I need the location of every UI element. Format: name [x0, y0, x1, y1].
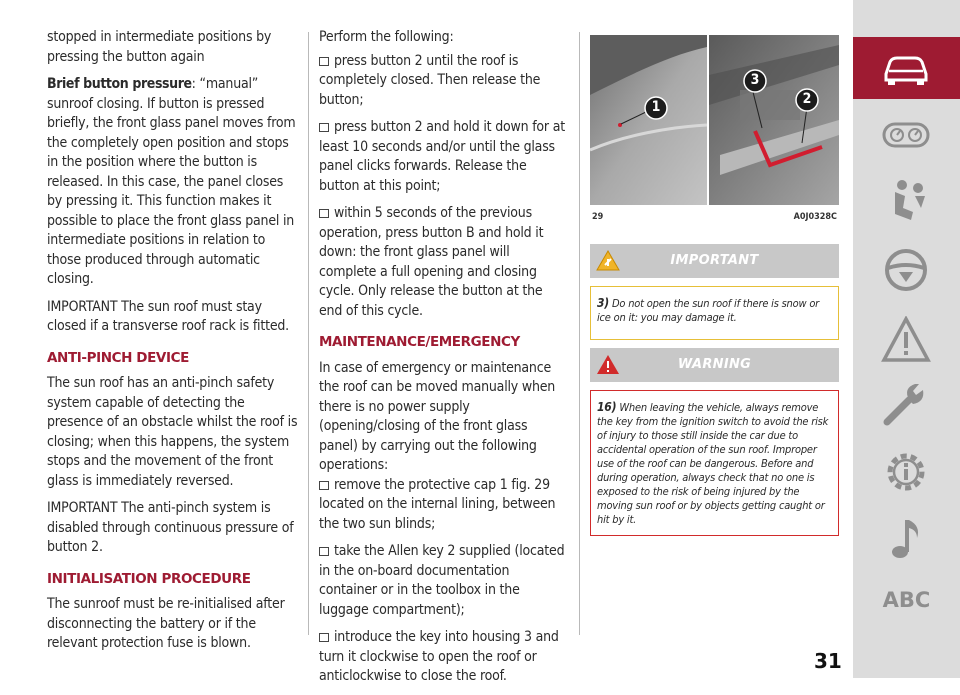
- chapter-sidebar: [853, 0, 960, 678]
- list-item: press button 2 until the roof is completely closed. Then release the button;: [319, 52, 541, 108]
- note-text: Do not open the sun roof if there is snow or ice on it: you may damage it.: [597, 297, 820, 324]
- figure-caption: [590, 212, 839, 222]
- watermark: carmanualsonline.info: [548, 648, 802, 673]
- list-item: introduce the key into housing 3 and turn it clockwise to open the roof or anticlockwise to close the roof.: [319, 629, 559, 684]
- text-column-2: [319, 28, 569, 695]
- list-item: take the Allen key 2 supplied (located in the on-board documentation container or in the toolbox in the luggage compartment);: [319, 543, 565, 618]
- text-column-1: [47, 28, 300, 662]
- important-title: IMPORTANT: [670, 253, 759, 268]
- sunroof-illustration: [590, 35, 839, 205]
- figure-and-notices-column: [590, 35, 839, 536]
- figure-number: 29: [592, 212, 604, 222]
- section-heading-anti-pinch: ANTI-PINCH DEVICE: [47, 349, 189, 366]
- paragraph-text: : “manual” sunroof closing. If button is pressed briefly, the front glass panel moves from the completely open position and stops in the position where the button is released. In this case, the panel closes by pressing it. This function makes it possible to place the front glass panel in intermediate positions in relation to those produced through automatic closing.: [47, 76, 296, 287]
- step-list: [319, 52, 569, 322]
- callout-1: 1: [651, 99, 661, 115]
- paragraph: [47, 75, 300, 290]
- paragraph: In case of emergency or maintenance the roof can be moved manually when there is no power supply (opening/closing of the front glass panel) by carrying out the following operations:: [319, 359, 556, 473]
- sidebar-item-abc[interactable]: ABC: [882, 588, 931, 612]
- seat-safety-icon[interactable]: [881, 178, 931, 226]
- callout-3: 3: [750, 72, 760, 88]
- important-header: [590, 244, 839, 278]
- column-divider: [308, 32, 309, 635]
- note-number: 3): [597, 296, 610, 310]
- warning-header: [590, 348, 839, 382]
- section-heading-initialisation: INITIALISATION PROCEDURE: [47, 570, 251, 587]
- important-note: IMPORTANT The anti-pinch system is disabled through continuous pressure of button 2.: [47, 500, 294, 555]
- sidebar-item-car-active[interactable]: [853, 37, 960, 99]
- page-number: 31: [814, 649, 842, 673]
- checkbox-bullet-icon: [319, 57, 329, 66]
- warning-triangle-icon[interactable]: [881, 316, 931, 364]
- dashboard-icon[interactable]: [881, 110, 931, 158]
- important-note: IMPORTANT The sun roof must stay closed if a transverse roof rack is fitted.: [47, 298, 289, 334]
- warning-title: WARNING: [677, 357, 752, 372]
- callout-2: 2: [802, 91, 812, 107]
- info-gear-icon[interactable]: [881, 448, 931, 496]
- checkbox-bullet-icon: [319, 547, 329, 556]
- checkbox-bullet-icon: [319, 481, 329, 490]
- checkbox-bullet-icon: [319, 633, 329, 642]
- column-divider: [579, 32, 580, 635]
- sunroof-figure: [590, 35, 839, 205]
- section-heading-maintenance: MAINTENANCE/EMERGENCY: [319, 334, 520, 350]
- steering-wheel-icon[interactable]: [881, 246, 931, 294]
- car-icon: [881, 44, 931, 92]
- step-list: [319, 476, 569, 687]
- music-note-icon[interactable]: [881, 514, 931, 562]
- list-item: within 5 seconds of the previous operation, press button B and hold it down: the front glass panel will complete a full opening and closing cycle. Only release the button at the end of this cycle.: [319, 205, 544, 319]
- list-item: press button 2 and hold it down for at least 10 seconds and/or until the glass panel clicks forwards. Release the button at this point;: [319, 119, 565, 194]
- checkbox-bullet-icon: [319, 123, 329, 132]
- paragraph: stopped in intermediate positions by pressing the button again: [47, 29, 272, 65]
- wrench-icon[interactable]: [881, 380, 931, 428]
- paragraph: The sun roof has an anti-pinch safety system capable of detecting the presence of an obstacle whilst the roof is closing; when this happens, the system stops and the movement of the front glass is immediately reversed.: [47, 375, 298, 489]
- note-text: When leaving the vehicle, always remove the key from the ignition switch to avoid the risk of injury to those still inside the car due to accidental operation of the sun roof. Improper use of the roof can be dangerous. Before and during operation, always check that no one is exposed to the risk of being injured by the moving sun roof or by objects getting caught or hit by it.: [597, 401, 829, 526]
- bold-term: Brief button pressure: [47, 76, 192, 92]
- figure-code: A0J0328C: [793, 212, 837, 222]
- warning-box: [590, 390, 839, 536]
- important-box: [590, 286, 839, 340]
- note-number: 16): [597, 400, 617, 414]
- checkbox-bullet-icon: [319, 209, 329, 218]
- list-item: remove the protective cap 1 fig. 29 located on the internal lining, between the two sun blinds;: [319, 476, 556, 532]
- paragraph: Perform the following:: [319, 29, 454, 45]
- paragraph: The sunroof must be re-initialised after disconnecting the battery or if the relevant protection fuse is blown.: [47, 596, 285, 651]
